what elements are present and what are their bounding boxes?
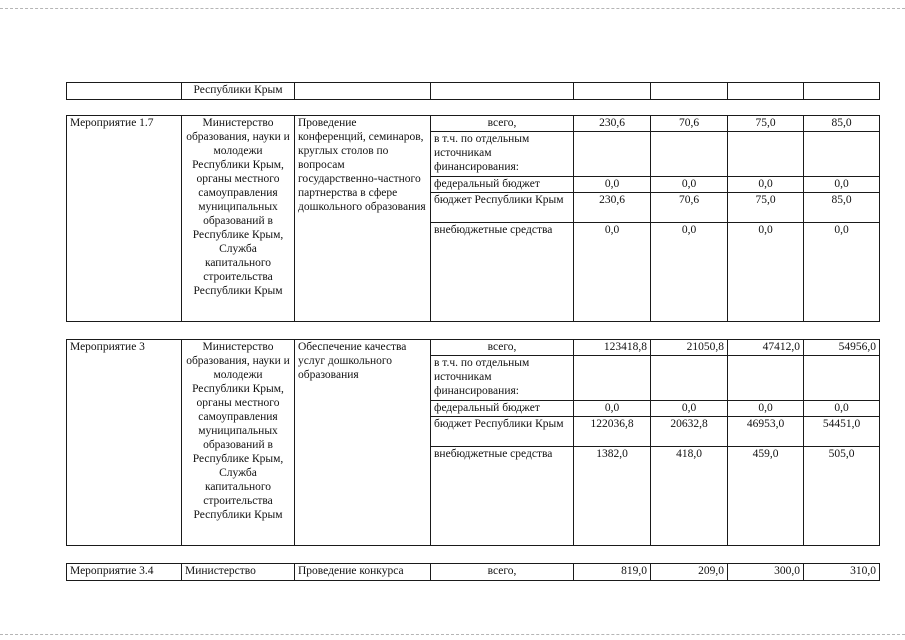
value-total: 310,0 [804, 564, 880, 581]
measure-3-4-table [66, 563, 880, 581]
label-federal: федеральный бюджет [431, 401, 574, 417]
label-rk-budget: бюджет Республики Крым [431, 417, 574, 447]
label-sources: в т.ч. по отдельным источникам финансирования: [431, 356, 574, 401]
value-total: 85,0 [804, 116, 880, 132]
value-rk-budget: 54451,0 [804, 417, 880, 447]
table-row [67, 83, 880, 100]
label-extrabudget: внебюджетные средства [431, 447, 574, 546]
table-row [67, 340, 880, 356]
cell-empty [574, 83, 651, 100]
value-extrabudget: 0,0 [574, 223, 651, 322]
scan-edge-top [0, 8, 905, 9]
value-rk-budget: 230,6 [574, 193, 651, 223]
value-extrabudget: 418,0 [651, 447, 728, 546]
value-extrabudget: 0,0 [728, 223, 804, 322]
cell-empty [651, 83, 728, 100]
scan-edge-bottom [0, 634, 905, 635]
label-federal: федеральный бюджет [431, 177, 574, 193]
cell-empty [728, 83, 804, 100]
value-total: 209,0 [651, 564, 728, 581]
value-federal: 0,0 [804, 401, 880, 417]
measure-name: Мероприятие 3 [67, 340, 182, 546]
value-total: 70,6 [651, 116, 728, 132]
value-extrabudget: 459,0 [728, 447, 804, 546]
cell-empty [651, 132, 728, 177]
label-total: всего, [431, 340, 574, 356]
value-federal: 0,0 [574, 177, 651, 193]
value-rk-budget: 75,0 [728, 193, 804, 223]
value-rk-budget: 46953,0 [728, 417, 804, 447]
executor-cell: Министерство образования, науки и молодежи Республики Крым, органы местного самоуправления муниципальных образований в Республике Крым, Служба капитального строительства Республики Крым [182, 116, 295, 322]
value-extrabudget: 0,0 [651, 223, 728, 322]
cell-empty [431, 83, 574, 100]
value-federal: 0,0 [804, 177, 880, 193]
description-cell: Обеспечение качества услуг дошкольного образования [295, 340, 431, 546]
value-total: 300,0 [728, 564, 804, 581]
value-total: 123418,8 [574, 340, 651, 356]
value-federal: 0,0 [728, 177, 804, 193]
value-total: 819,0 [574, 564, 651, 581]
description-cell: Проведение конференций, семинаров, круглых столов по вопросам государственно-частного партнерства в сфере дошкольного образования [295, 116, 431, 322]
measure-3-table [66, 339, 880, 546]
value-federal: 0,0 [651, 401, 728, 417]
label-total: всего, [431, 116, 574, 132]
value-extrabudget: 0,0 [804, 223, 880, 322]
value-total: 230,6 [574, 116, 651, 132]
value-federal: 0,0 [574, 401, 651, 417]
table-row [67, 564, 880, 581]
executor-cell: Министерство [182, 564, 295, 581]
cell-empty [804, 132, 880, 177]
value-rk-budget: 85,0 [804, 193, 880, 223]
cell-empty [67, 83, 182, 100]
value-total: 75,0 [728, 116, 804, 132]
label-rk-budget: бюджет Республики Крым [431, 193, 574, 223]
cell-empty [728, 356, 804, 401]
value-extrabudget: 1382,0 [574, 447, 651, 546]
cell-empty [574, 356, 651, 401]
value-federal: 0,0 [651, 177, 728, 193]
continuation-table [66, 82, 880, 100]
value-extrabudget: 505,0 [804, 447, 880, 546]
executor-cell: Республики Крым [182, 83, 295, 100]
value-rk-budget: 122036,8 [574, 417, 651, 447]
label-sources: в т.ч. по отдельным источникам финансирования: [431, 132, 574, 177]
table-row [67, 116, 880, 132]
value-total: 47412,0 [728, 340, 804, 356]
cell-empty [804, 83, 880, 100]
cell-empty [804, 356, 880, 401]
cell-empty [651, 356, 728, 401]
executor-cell: Министерство образования, науки и молодежи Республики Крым, органы местного самоуправления муниципальных образований в Республике Крым, Служба капитального строительства Республики Крым [182, 340, 295, 546]
measure-name: Мероприятие 3.4 [67, 564, 182, 581]
value-total: 21050,8 [651, 340, 728, 356]
measure-1-7-table [66, 115, 880, 322]
label-total: всего, [431, 564, 574, 581]
label-extrabudget: внебюджетные средства [431, 223, 574, 322]
cell-empty [728, 132, 804, 177]
value-federal: 0,0 [728, 401, 804, 417]
cell-empty [574, 132, 651, 177]
measure-name: Мероприятие 1.7 [67, 116, 182, 322]
description-cell: Проведение конкурса [295, 564, 431, 581]
value-total: 54956,0 [804, 340, 880, 356]
value-rk-budget: 20632,8 [651, 417, 728, 447]
cell-empty [295, 83, 431, 100]
value-rk-budget: 70,6 [651, 193, 728, 223]
